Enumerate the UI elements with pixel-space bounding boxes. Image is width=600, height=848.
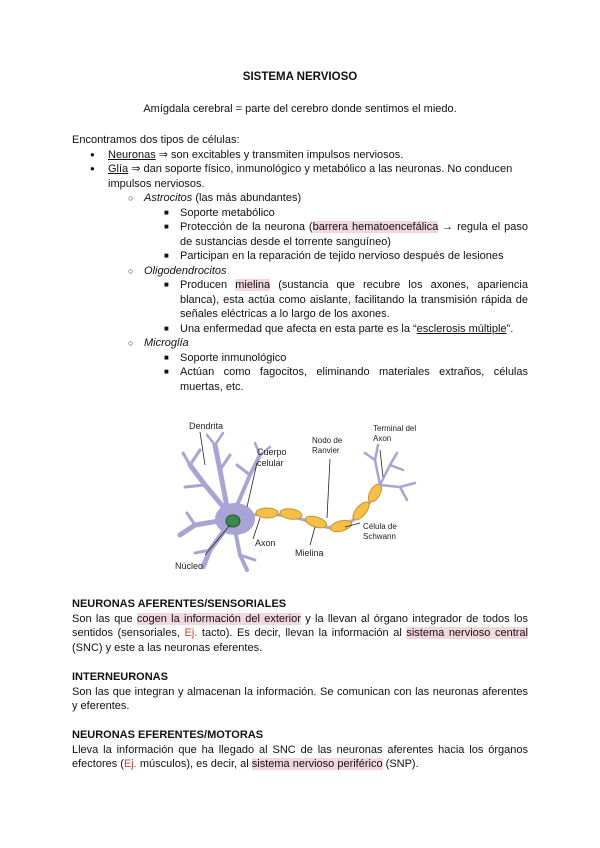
label-cuerpo: Cuerpo [257, 447, 287, 457]
paragraph-aferentes [72, 612, 528, 656]
nucleus-shape [226, 515, 240, 527]
heading-aferentes: NEURONAS AFERENTES/SENSORIALES [72, 598, 287, 610]
text-run: (SNP). [382, 758, 419, 770]
label-axon-terminal: Axon [373, 434, 392, 443]
amigdala-definition: Amígdala cerebral = parte del cerebro donde sentimos el miedo. [143, 103, 457, 115]
oligo-list [144, 278, 528, 336]
label-terminal: Terminal del [373, 424, 417, 433]
text-run: Producen [180, 279, 236, 291]
neuron-diagram [175, 415, 430, 575]
list-item-oligodendrocitos [72, 264, 528, 337]
text-run: Una enfermedad que afecta en esta parte es la “ [180, 322, 417, 335]
example-marker: Ej. [184, 627, 198, 639]
text-run: → regula el paso de sustancias desde el torrente sanguíneo) [180, 221, 529, 248]
paragraph-interneuronas: Son las que integran y almacenan la información. Se comunican con las neuronas aferentes y eferentes. [72, 685, 528, 712]
list-item: ■ Actúan como fagocitos, eliminando materiales extraños, células muertas, etc. [72, 365, 528, 394]
cell-types-list [72, 148, 528, 395]
astrocitos-note: (las más abundantes) [192, 192, 302, 204]
paragraph-eferentes [72, 743, 528, 772]
astrocitos-list [144, 206, 528, 264]
text-run: (sustancia que recubre los axones, apariencia blanca), esta actúa como aislante, facilitando la transmisión rápida de señales eléctricas a lo largo de los axones. [180, 279, 528, 320]
heading-interneuronas: INTERNEURONAS [72, 671, 168, 683]
section-interneuronas [72, 670, 528, 714]
list-item: ■ Soporte metabólico [72, 206, 528, 221]
text-run: Lleva la información que ha llegado al SNC de las neuronas aferentes hacia los órganos efectores ( [72, 743, 528, 770]
label-ranvier: Ranvier [312, 446, 340, 455]
label-axon: Axon [255, 538, 276, 548]
label-celular: celular [257, 458, 284, 468]
list-item-astrocitos [72, 191, 528, 264]
text-run: ”. [506, 322, 514, 335]
label-dendrita: Dendrita [189, 421, 224, 431]
text-run: (SNC) y este a las neuronas eferentes. [72, 641, 263, 654]
highlight-snc: sistema nervioso central [406, 627, 528, 639]
term-microglia: Microglía [144, 337, 189, 349]
heading-eferentes: NEURONAS EFERENTES/MOTORAS [72, 729, 264, 741]
text-run: Son las que [72, 612, 137, 625]
example-marker: Ej. [123, 758, 137, 770]
term-glia: Glía [108, 163, 129, 175]
label-mielina: Mielina [295, 548, 324, 558]
text-run: músculos), es decir, al [136, 758, 252, 770]
diagram-leaders [200, 432, 383, 555]
text-run: Protección de la neurona ( [180, 221, 313, 233]
cell-types-section [72, 133, 528, 394]
term-neuronas: Neuronas [108, 148, 156, 161]
label-schwann: Schwann [363, 532, 396, 541]
underline-esclerosis: esclerosis múltiple [416, 322, 507, 335]
document-title: SISTEMA NERVIOSO [242, 71, 358, 83]
neuronas-description: ⇒ son excitables y transmiten impulsos nerviosos. [155, 148, 404, 161]
intro-line: Encontramos dos tipos de células: [72, 134, 240, 146]
highlight-barrera: barrera hematoencefálica [312, 221, 439, 233]
text-run: tacto). Es decir, llevan la información al [197, 627, 407, 639]
section-eferentes [72, 728, 528, 772]
label-celula: Célula de [363, 522, 397, 531]
glia-types-list [108, 191, 528, 394]
list-item [72, 278, 528, 322]
list-item: ■ Participan en la reparación de tejido nervioso después de lesiones [72, 249, 528, 264]
label-nodo: Nodo de [312, 436, 343, 445]
list-item-microglia [72, 336, 528, 394]
list-item-neuronas [72, 148, 528, 163]
label-nucleo: Núcleo [175, 561, 204, 571]
highlight-mielina: mielina [235, 279, 271, 291]
highlight-exterior: cogen la información del exterior [136, 612, 301, 625]
term-astrocitos: Astrocitos [144, 192, 193, 204]
microglia-list [144, 351, 528, 395]
list-item-glia [72, 162, 528, 394]
list-item [72, 220, 528, 249]
term-oligodendrocitos: Oligodendrocitos [144, 264, 227, 277]
text-run: y la llevan al órgano integrador de todos los sentidos (sensoriales, [72, 612, 528, 639]
section-aferentes [72, 597, 528, 655]
list-item: ■ Soporte inmunológico [72, 351, 528, 366]
glia-description: ⇒ dan soporte físico, inmunológico y metabólico a las neuronas. No conducen impulsos nerviosos. [108, 163, 513, 190]
list-item [72, 322, 528, 337]
highlight-snp: sistema nervioso periférico [251, 758, 383, 770]
